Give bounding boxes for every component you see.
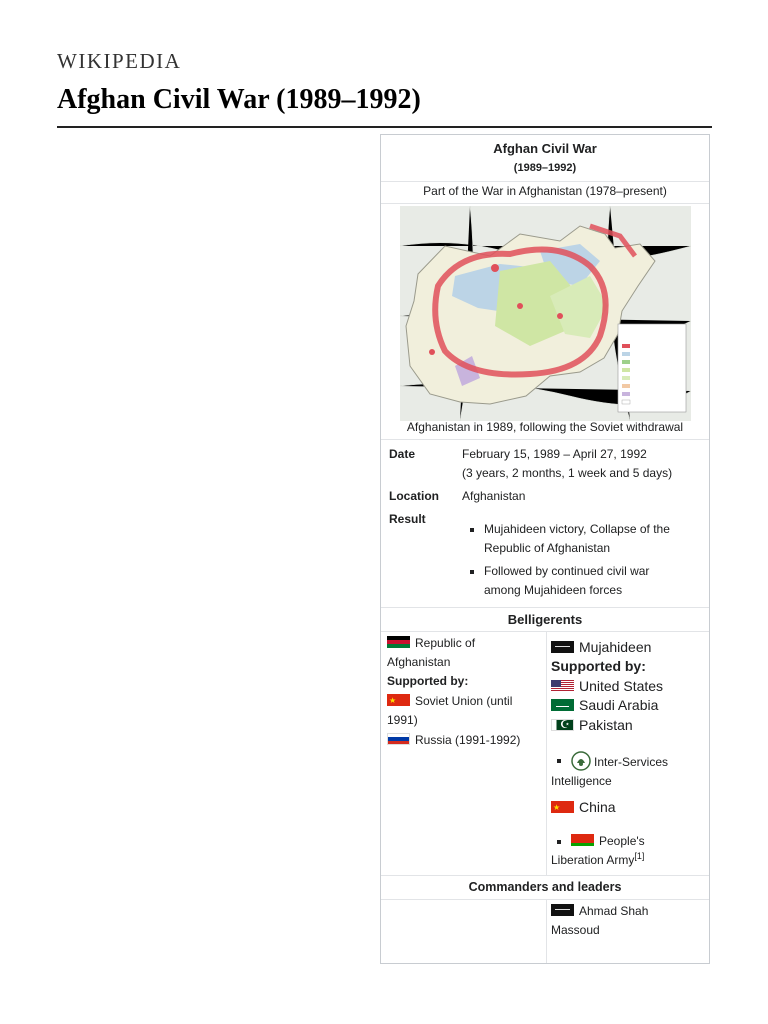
saudi-flag-icon xyxy=(551,699,574,711)
supporter-united-states[interactable]: United States xyxy=(551,677,663,696)
supporter-soviet-union-cont: 1991) xyxy=(387,713,418,727)
afghanistan-map[interactable] xyxy=(400,206,691,421)
right-supported-by: Supported by: xyxy=(551,658,646,674)
supporter-russia[interactable]: Russia (1991-1992) xyxy=(387,731,520,750)
afghanistan-flag-icon xyxy=(387,636,410,648)
supporter-isi[interactable]: Inter-Services xyxy=(571,751,668,772)
bullet xyxy=(470,528,474,532)
infobox-subtitle: (1989–1992) xyxy=(513,162,577,174)
soviet-flag-icon xyxy=(387,694,410,706)
citation-link[interactable]: [1] xyxy=(634,851,645,861)
pakistan-flag-icon xyxy=(551,719,574,731)
commander-massoud-cont[interactable]: Massoud xyxy=(551,923,600,937)
divider xyxy=(381,607,709,608)
usa-flag-icon xyxy=(551,680,574,692)
bullet xyxy=(470,570,474,574)
location-label: Location xyxy=(389,489,439,503)
supporter-soviet-union[interactable]: ★Soviet Union (until xyxy=(387,692,512,711)
supporter-pakistan[interactable]: ☪Pakistan xyxy=(551,716,633,735)
isi-emblem-icon xyxy=(571,751,591,771)
map-caption: Afghanistan in 1989, following the Soviet withdrawal xyxy=(406,420,684,434)
bullet xyxy=(557,840,561,844)
result-item-2: Followed by continued civil war xyxy=(484,564,650,578)
mujahideen-flag-icon xyxy=(551,904,574,916)
duration-value: (3 years, 2 months, 1 week and 5 days) xyxy=(462,466,673,480)
belligerents-heading: Belligerents xyxy=(507,612,583,627)
wikipedia-wordmark[interactable]: WIKIPEDIA xyxy=(57,49,182,73)
belligerent-republic[interactable]: Republic of xyxy=(387,634,475,653)
left-supported-by: Supported by: xyxy=(387,674,469,688)
page-title: Afghan Civil War (1989–1992) xyxy=(57,84,421,115)
result-label: Result xyxy=(389,512,426,526)
divider xyxy=(381,875,709,876)
supporter-saudi-arabia[interactable]: Saudi Arabia xyxy=(551,696,658,715)
belligerent-mujahideen[interactable]: Mujahideen xyxy=(551,638,651,657)
result-item-1-cont[interactable]: Republic of Afghanistan xyxy=(484,541,611,555)
mujahideen-flag-icon xyxy=(551,641,574,653)
infobox xyxy=(380,134,710,964)
date-value: February 15, 1989 – April 27, 1992 xyxy=(462,447,647,461)
divider xyxy=(381,631,709,632)
commander-massoud[interactable]: Ahmad Shah xyxy=(551,902,648,921)
result-item-2-cont: among Mujahideen forces xyxy=(484,583,623,597)
pla-flag-icon xyxy=(571,834,594,846)
commanders-heading: Commanders and leaders xyxy=(468,880,622,894)
column-divider xyxy=(546,632,547,875)
title-divider xyxy=(57,126,712,128)
supporter-isi-cont[interactable]: Intelligence xyxy=(551,774,612,788)
date-label: Date xyxy=(389,447,416,461)
divider xyxy=(381,439,709,440)
part-of-text[interactable]: Part of the War in Afghanistan (1978–present) xyxy=(423,184,667,198)
location-value[interactable]: Afghanistan xyxy=(462,489,526,503)
supporter-pla-cont[interactable]: Liberation Army[1] xyxy=(551,851,645,867)
divider xyxy=(381,899,709,900)
supporter-pla[interactable]: People's xyxy=(571,832,645,851)
bullet xyxy=(557,759,561,763)
russia-flag-icon xyxy=(387,733,410,745)
supporter-china[interactable]: ★China xyxy=(551,798,616,817)
belligerent-republic-cont[interactable]: Afghanistan xyxy=(387,655,451,669)
column-divider xyxy=(546,900,547,964)
infobox-title: Afghan Civil War xyxy=(493,141,597,156)
result-item-1[interactable]: Mujahideen victory, Collapse of the xyxy=(484,522,670,536)
divider xyxy=(381,203,709,204)
china-flag-icon xyxy=(551,801,574,813)
